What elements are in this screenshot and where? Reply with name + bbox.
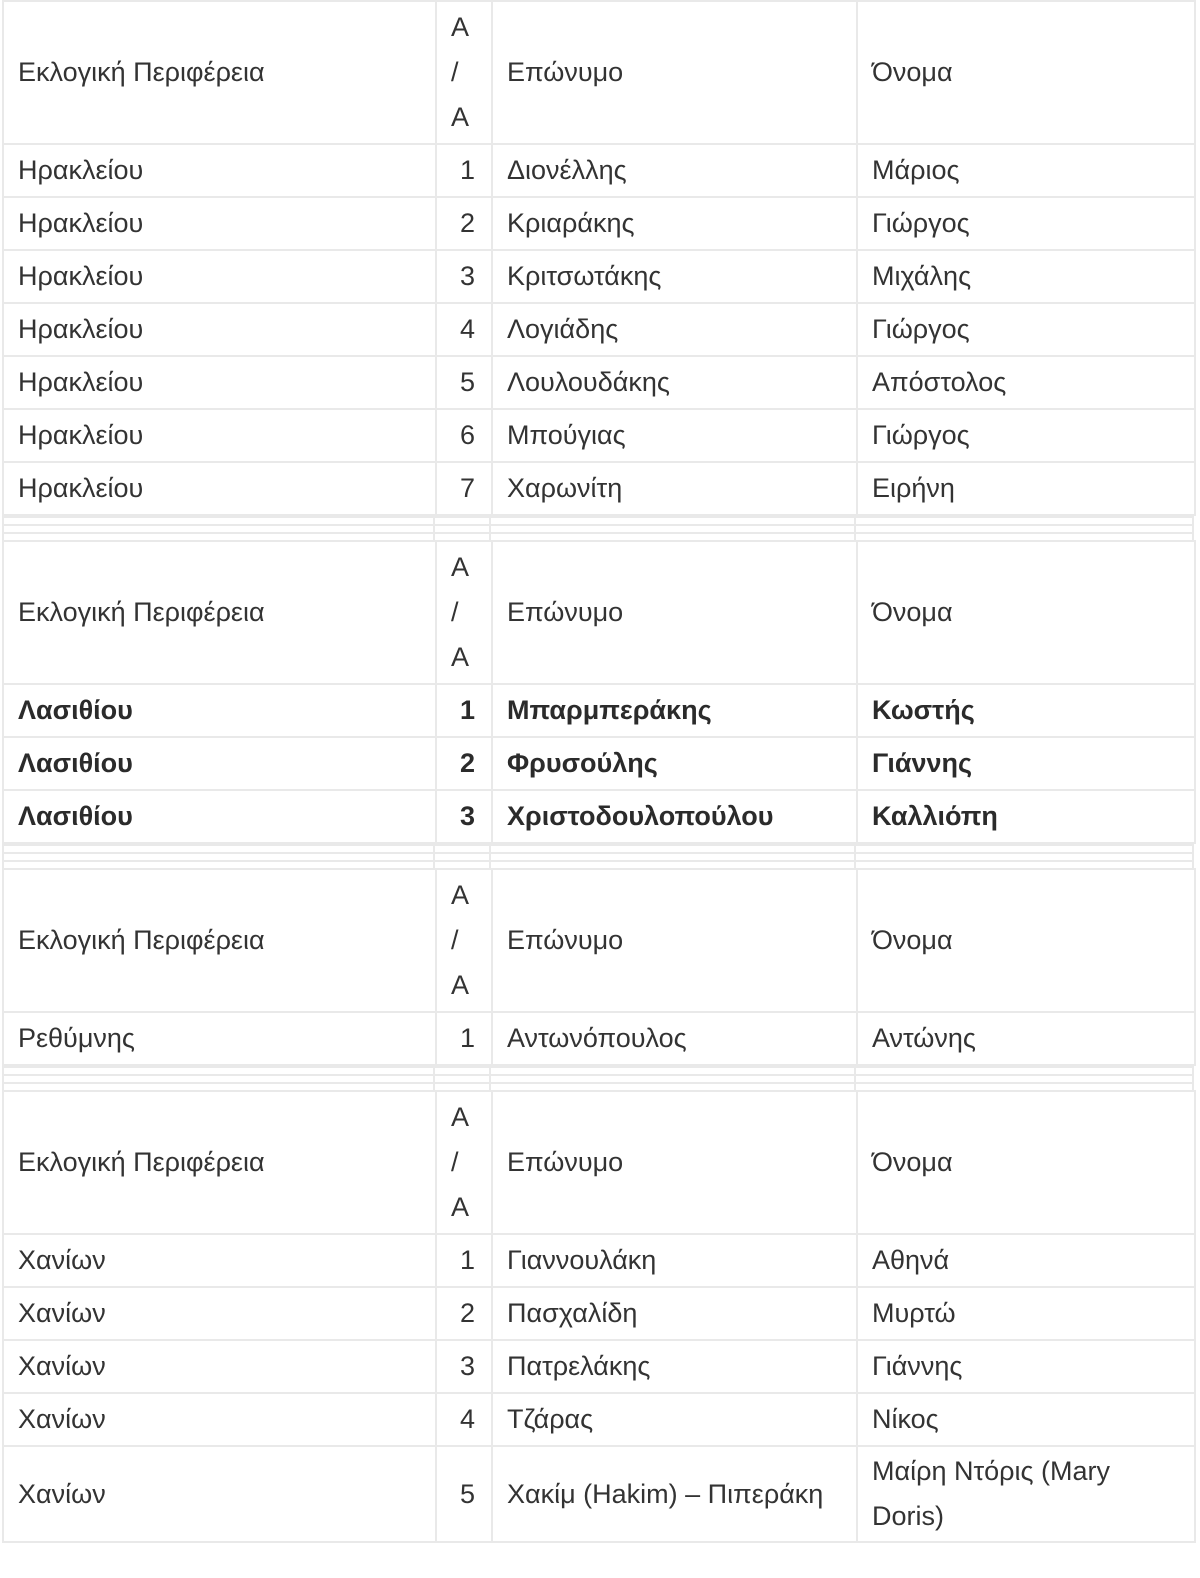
cell-name: Αθηνά bbox=[857, 1234, 1195, 1287]
cell-name: Γιάννης bbox=[857, 1340, 1195, 1393]
table-row bbox=[3, 790, 1195, 843]
cell-name: Μυρτώ bbox=[857, 1287, 1195, 1340]
cell-surname: Φρυσούλης bbox=[492, 737, 857, 790]
table-row bbox=[3, 1340, 1195, 1393]
cell-num: 4 bbox=[436, 303, 492, 356]
cell-num: 2 bbox=[436, 1287, 492, 1340]
table-header-row bbox=[3, 869, 1195, 1012]
table-row bbox=[3, 250, 1195, 303]
header-surname: Επώνυμο bbox=[492, 1091, 857, 1234]
candidates-table bbox=[2, 540, 1196, 844]
cell-region: Ηρακλείου bbox=[3, 197, 436, 250]
table-row bbox=[3, 1234, 1195, 1287]
cell-surname: Λογιάδης bbox=[492, 303, 857, 356]
table-row bbox=[3, 1446, 1195, 1542]
cell-surname: Αντωνόπουλος bbox=[492, 1012, 857, 1065]
cell-surname: Κριτσωτάκης bbox=[492, 250, 857, 303]
header-region: Εκλογική Περιφέρεια bbox=[3, 541, 436, 684]
cell-name: Κωστής bbox=[857, 684, 1195, 737]
cell-surname: Λουλουδάκης bbox=[492, 356, 857, 409]
cell-num: 6 bbox=[436, 409, 492, 462]
cell-region: Λασιθίου bbox=[3, 790, 436, 843]
cell-region: Χανίων bbox=[3, 1446, 436, 1542]
cell-region: Ηρακλείου bbox=[3, 303, 436, 356]
table-header-row bbox=[3, 1091, 1195, 1234]
header-surname: Επώνυμο bbox=[492, 869, 857, 1012]
cell-region: Λασιθίου bbox=[3, 737, 436, 790]
cell-region: Ηρακλείου bbox=[3, 409, 436, 462]
cell-num: 3 bbox=[436, 1340, 492, 1393]
cell-region: Ηρακλείου bbox=[3, 356, 436, 409]
cell-region: Ηρακλείου bbox=[3, 250, 436, 303]
cell-name: Γιάννης bbox=[857, 737, 1195, 790]
table-row bbox=[3, 197, 1195, 250]
cell-name: Νίκος bbox=[857, 1393, 1195, 1446]
cell-surname: Τζάρας bbox=[492, 1393, 857, 1446]
cell-num: 4 bbox=[436, 1393, 492, 1446]
header-aa: Α / Α bbox=[436, 541, 492, 684]
header-region: Εκλογική Περιφέρεια bbox=[3, 1, 436, 144]
header-aa: Α / Α bbox=[436, 869, 492, 1012]
cell-num: 5 bbox=[436, 1446, 492, 1542]
cell-surname: Πασχαλίδη bbox=[492, 1287, 857, 1340]
cell-region: Ρεθύμνης bbox=[3, 1012, 436, 1065]
header-name: Όνομα bbox=[857, 869, 1195, 1012]
table-row bbox=[3, 1393, 1195, 1446]
cell-num: 1 bbox=[436, 684, 492, 737]
table-row bbox=[3, 1287, 1195, 1340]
cell-name: Αντώνης bbox=[857, 1012, 1195, 1065]
header-name: Όνομα bbox=[857, 541, 1195, 684]
header-surname: Επώνυμο bbox=[492, 541, 857, 684]
cell-num: 3 bbox=[436, 250, 492, 303]
table-header-row bbox=[3, 541, 1195, 684]
cell-num: 5 bbox=[436, 356, 492, 409]
table-header-row bbox=[3, 1, 1195, 144]
table-row bbox=[3, 144, 1195, 197]
table-row bbox=[3, 1012, 1195, 1065]
cell-name: Γιώργος bbox=[857, 303, 1195, 356]
table-row bbox=[3, 356, 1195, 409]
cell-num: 1 bbox=[436, 1012, 492, 1065]
cell-region: Ηρακλείου bbox=[3, 144, 436, 197]
cell-surname: Μπαρμπεράκης bbox=[492, 684, 857, 737]
cell-region: Χανίων bbox=[3, 1287, 436, 1340]
candidates-table bbox=[2, 1090, 1196, 1543]
cell-surname: Μπούγιας bbox=[492, 409, 857, 462]
cell-name: Ειρήνη bbox=[857, 462, 1195, 515]
cell-surname: Διονέλλης bbox=[492, 144, 857, 197]
cell-name: Μαίρη Ντόρις (Mary Doris) bbox=[857, 1446, 1195, 1542]
cell-surname: Πατρελάκης bbox=[492, 1340, 857, 1393]
cell-name: Γιώργος bbox=[857, 409, 1195, 462]
table-separator bbox=[0, 844, 1200, 868]
table-row bbox=[3, 409, 1195, 462]
header-name: Όνομα bbox=[857, 1091, 1195, 1234]
cell-region: Χανίων bbox=[3, 1340, 436, 1393]
table-row bbox=[3, 684, 1195, 737]
table-separator bbox=[0, 516, 1200, 540]
cell-name: Μάριος bbox=[857, 144, 1195, 197]
header-surname: Επώνυμο bbox=[492, 1, 857, 144]
cell-num: 3 bbox=[436, 790, 492, 843]
table-row bbox=[3, 737, 1195, 790]
cell-surname: Κριαράκης bbox=[492, 197, 857, 250]
header-region: Εκλογική Περιφέρεια bbox=[3, 869, 436, 1012]
cell-surname: Γιαννουλάκη bbox=[492, 1234, 857, 1287]
header-name: Όνομα bbox=[857, 1, 1195, 144]
cell-name: Γιώργος bbox=[857, 197, 1195, 250]
table-row bbox=[3, 303, 1195, 356]
cell-num: 1 bbox=[436, 144, 492, 197]
cell-region: Χανίων bbox=[3, 1234, 436, 1287]
cell-num: 7 bbox=[436, 462, 492, 515]
header-aa: Α / Α bbox=[436, 1091, 492, 1234]
cell-num: 1 bbox=[436, 1234, 492, 1287]
cell-region: Λασιθίου bbox=[3, 684, 436, 737]
cell-name: Απόστολος bbox=[857, 356, 1195, 409]
cell-region: Ηρακλείου bbox=[3, 462, 436, 515]
cell-num: 2 bbox=[436, 197, 492, 250]
cell-surname: Χαρωνίτη bbox=[492, 462, 857, 515]
candidates-table bbox=[2, 868, 1196, 1066]
table-separator bbox=[0, 1066, 1200, 1090]
table-row bbox=[3, 462, 1195, 515]
header-aa: Α / Α bbox=[436, 1, 492, 144]
cell-surname: Χακίμ (Hakim) – Πιπεράκη bbox=[492, 1446, 857, 1542]
candidates-table bbox=[2, 0, 1196, 516]
cell-name: Καλλιόπη bbox=[857, 790, 1195, 843]
cell-surname: Χριστοδουλοπούλου bbox=[492, 790, 857, 843]
cell-name: Μιχάλης bbox=[857, 250, 1195, 303]
cell-region: Χανίων bbox=[3, 1393, 436, 1446]
header-region: Εκλογική Περιφέρεια bbox=[3, 1091, 436, 1234]
cell-num: 2 bbox=[436, 737, 492, 790]
